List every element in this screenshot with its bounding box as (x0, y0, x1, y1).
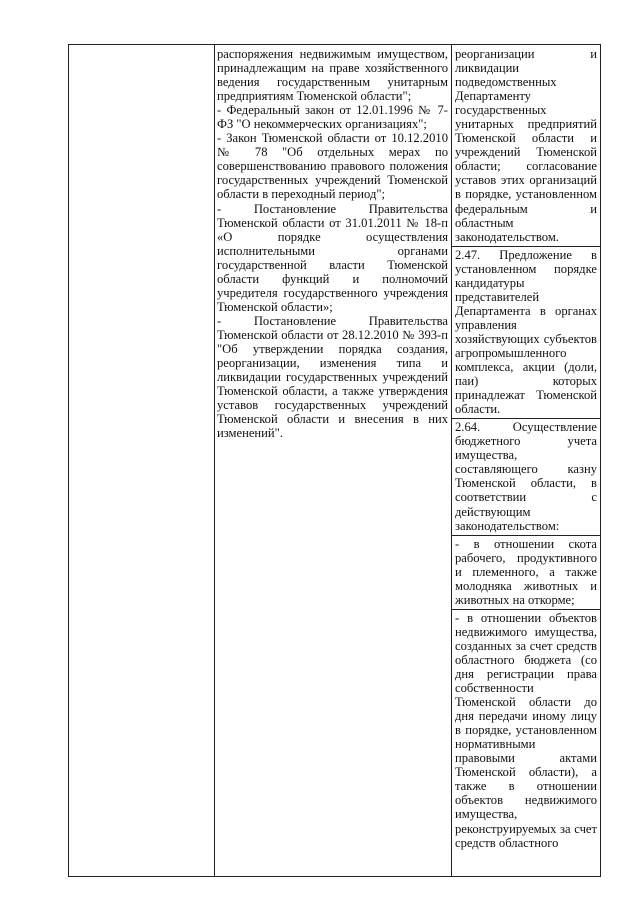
table-right-border (600, 44, 601, 877)
function-paragraph: 2.47. Предложение в установленном порядке кандидатуры представителей Департамента в органах управления хозяйствующих субъектов агропромышленного комплекса, акции (доли, паи) которых принадлежат Тюменской области. (455, 247, 597, 417)
legal-basis-paragraph: - Постановление Правительства Тюменской области от 31.01.2011 № 18-п «О порядке осуществления исполнительными органами государственной власти Тюменской области функций и полномочий учредителя государственного учреждения Тюменской области»; (217, 201, 448, 314)
function-paragraph: - в отношении объектов недвижимого имущества, созданных за счет средств областного бюджета (со дня регистрации права собственности Тюменской области до дня передачи иному лицу в порядке, установленном нормативными правовыми актами Тюменской области), а также в отношении объектов недвижимого имущества, реконструируемых за счет средств областного (455, 610, 597, 850)
column-divider-2 (451, 44, 452, 877)
legal-basis-column (217, 47, 448, 440)
function-paragraph: - в отношении скота рабочего, продуктивного и племенного, а также молодняка животных и животных на откорме; (455, 536, 597, 607)
legal-basis-paragraph: распоряжения недвижимым имуществом, принадлежащим на праве хозяйственного ведения государственным унитарным предприятиям Тюменской области"; (217, 47, 448, 104)
functions-column (455, 47, 597, 850)
function-paragraph: 2.64. Осуществление бюджетного учета имущества, составляющего казну Тюменской области, в соответствии с действующим законодательством: (455, 420, 597, 533)
column-divider-1 (214, 44, 215, 877)
row-separator (452, 246, 600, 247)
table-bottom-border (68, 876, 601, 877)
function-paragraph: реорганизации и ликвидации подведомственных Департаменту государственных унитарных предприятий Тюменской области и учреждений Тюменской области; согласование уставов этих организаций в порядке, установленном федеральным и областным законодательством. (455, 47, 597, 244)
row-separator (452, 535, 600, 536)
document-table (68, 44, 601, 877)
legal-basis-paragraph: - Постановление Правительства Тюменской области от 28.12.2010 № 393-п "Об утверждении порядка создания, реорганизации, изменения типа и ликвидации государственных учреждений Тюменской области, а также утверждения уставов государственных учреждений Тюменской области и внесения в них изменений". (217, 313, 448, 441)
table-top-border (68, 44, 601, 45)
legal-basis-paragraph: - Закон Тюменской области от 10.12.2010 № 78 "Об отдельных мерах по совершенствованию правового положения государственных учреждений Тюменской области в переходный период"; (217, 131, 448, 202)
table-left-border (68, 44, 69, 877)
legal-basis-paragraph: - Федеральный закон от 12.01.1996 № 7-ФЗ "О некоммерческих организациях"; (217, 103, 448, 132)
row-separator (452, 418, 600, 419)
row-separator (452, 609, 600, 610)
